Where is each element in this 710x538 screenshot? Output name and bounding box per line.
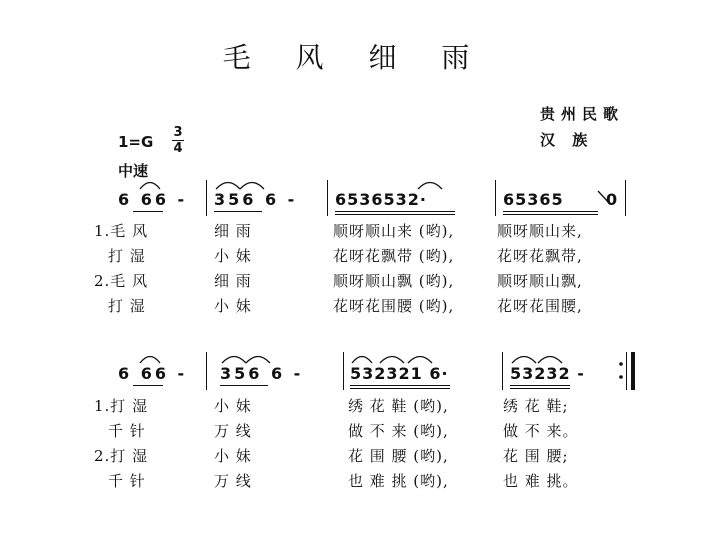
slur bbox=[222, 357, 246, 364]
lyric: 做 不 来。 bbox=[503, 422, 579, 440]
measure-2-2: 356 6 - bbox=[220, 364, 304, 383]
key-signature: 1=G bbox=[118, 133, 154, 151]
lyric: 花呀花围腰, bbox=[497, 297, 583, 315]
measure-2-3: 532321 6· bbox=[350, 364, 449, 383]
lyric: 小 妹 bbox=[214, 247, 252, 265]
slur bbox=[512, 357, 536, 364]
slur bbox=[538, 357, 562, 364]
song-title: 毛 风 细 雨 bbox=[222, 41, 488, 74]
tempo-marking: 中速 bbox=[118, 162, 149, 180]
measure-2-4: 53232 - bbox=[510, 364, 585, 383]
measure-1-3: 6536532· bbox=[335, 190, 428, 209]
lyric: 花 围 腰; bbox=[503, 447, 569, 465]
lyric: 2.打 湿 bbox=[94, 447, 149, 465]
lyric: 也 难 挑。 bbox=[503, 472, 579, 490]
lyric: 打 湿 bbox=[108, 247, 146, 265]
slur bbox=[408, 357, 432, 364]
lyric: 顺呀顺山来 (哟), bbox=[333, 222, 455, 240]
lyric: 小 妹 bbox=[214, 297, 252, 315]
lyric: 花 围 腰 (哟), bbox=[348, 447, 449, 465]
lyric: 花呀花飘带, bbox=[497, 247, 583, 265]
lyric: 花呀花飘带 (哟), bbox=[333, 247, 455, 265]
lyric: 小 妹 bbox=[214, 397, 252, 415]
measure-1-2: 356 6 - bbox=[214, 190, 298, 209]
measure-1-1: 6 66 - bbox=[118, 190, 188, 209]
time-signature-top: 3 bbox=[173, 125, 183, 140]
measure-1-4: 65365 bbox=[503, 190, 564, 209]
lyric: 绣 花 鞋; bbox=[503, 397, 569, 415]
lyric: 做 不 来 (哟), bbox=[348, 422, 449, 440]
song-source: 贵州民歌 bbox=[540, 105, 625, 123]
lyric: 小 妹 bbox=[214, 447, 252, 465]
lyric: 细 雨 bbox=[214, 222, 252, 240]
song-ethnicity: 汉 族 bbox=[540, 131, 594, 149]
slur bbox=[352, 357, 372, 364]
lyric: 绣 花 鞋 (哟), bbox=[348, 397, 449, 415]
lyric: 万 线 bbox=[214, 472, 252, 490]
lyric: 万 线 bbox=[214, 422, 252, 440]
lyric: 顺呀顺山飘 (哟), bbox=[333, 272, 455, 290]
lyric: 2.毛 风 bbox=[94, 272, 149, 290]
slur bbox=[140, 357, 160, 364]
lyric: 也 难 挑 (哟), bbox=[348, 472, 449, 490]
lyric: 1.毛 风 bbox=[94, 222, 149, 240]
lyric: 顺呀顺山来, bbox=[497, 222, 583, 240]
measure-2-1: 6 66 - bbox=[118, 364, 188, 383]
lyric: 打 湿 bbox=[108, 297, 146, 315]
slur bbox=[246, 357, 270, 364]
time-signature-bottom: 4 bbox=[173, 141, 183, 156]
slur bbox=[380, 357, 404, 364]
lyric: 顺呀顺山飘, bbox=[497, 272, 583, 290]
lyric: 细 雨 bbox=[214, 272, 252, 290]
lyric: 千 针 bbox=[108, 422, 146, 440]
measure-1-4-rest: 0 bbox=[606, 190, 618, 209]
lyric: 花呀花围腰 (哟), bbox=[333, 297, 455, 315]
lyric: 1.打 湿 bbox=[94, 397, 149, 415]
lyric: 千 针 bbox=[108, 472, 146, 490]
